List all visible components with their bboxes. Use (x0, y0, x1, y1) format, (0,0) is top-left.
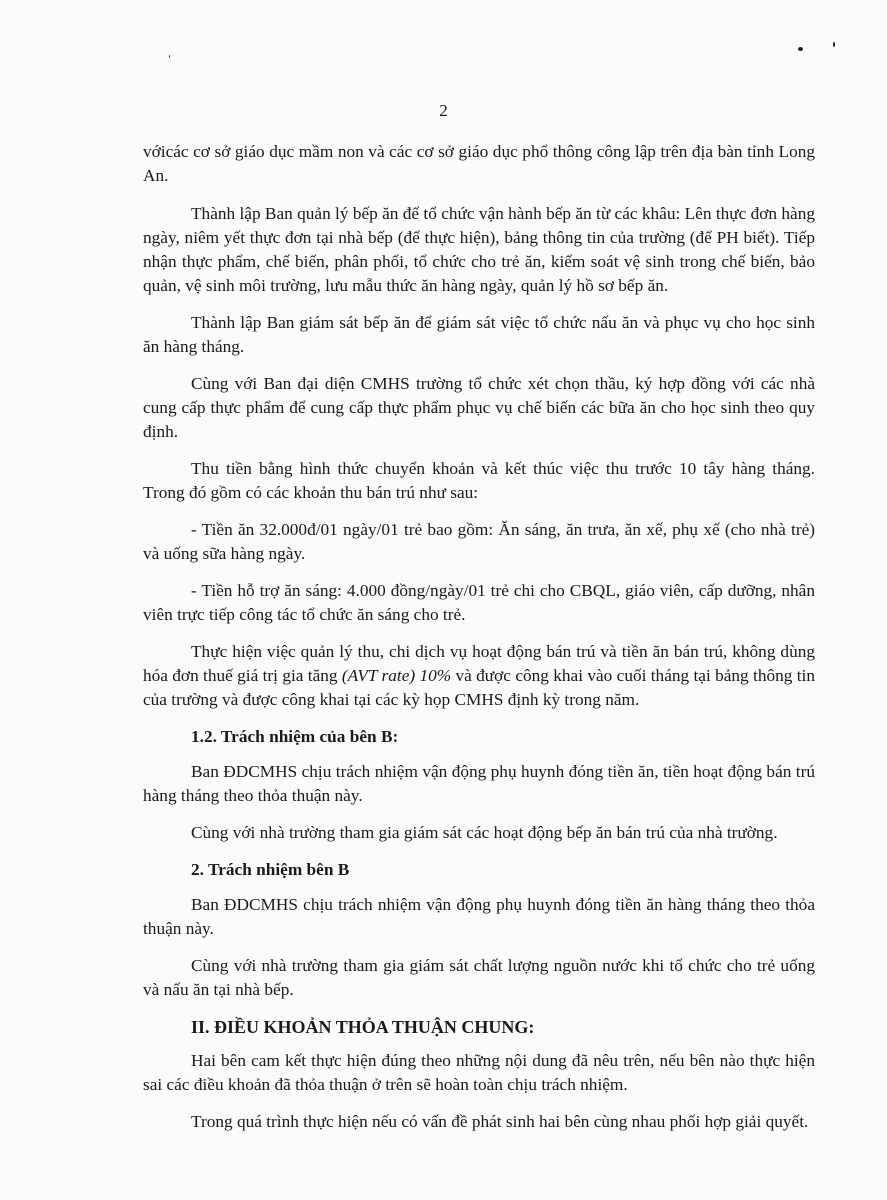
bullet-item: - Tiền ăn 32.000đ/01 ngày/01 trẻ bao gồm: Ăn sáng, ăn trưa, ăn xế, phụ xế (cho nhà trẻ) và uống sữa hàng ngày. (143, 520, 815, 563)
scan-speck (798, 47, 803, 51)
section-heading: 2. Trách nhiệm bên B (191, 860, 350, 879)
paragraph: Ban ĐDCMHS chịu trách nhiệm vận động phụ huynh đóng tiền ăn, tiền hoạt động bán trú hàng tháng theo thỏa thuận này. (143, 762, 815, 805)
paragraph: Hai bên cam kết thực hiện đúng theo những nội dung đã nêu trên, nếu bên nào thực hiện sai các điều khoản đã thỏa thuận ở trên sẽ hoàn toàn chịu trách nhiệm. (143, 1051, 815, 1094)
document-body (143, 140, 815, 1147)
scan-speck (169, 55, 170, 58)
page-number: 2 (439, 101, 448, 120)
paragraph-text: và được công khai vào cuối tháng tại bảng thông tin của trường và được công khai tại các kỳ họp CMHS định kỳ trong năm. (143, 666, 815, 709)
paragraph: Thành lập Ban giám sát bếp ăn để giám sát việc tổ chức nấu ăn và phục vụ cho học sinh ăn hàng tháng. (143, 313, 815, 356)
paragraph: Cùng với nhà trường tham gia giám sát chất lượng nguồn nước khi tổ chức cho trẻ uống và nấu ăn tại nhà bếp. (143, 956, 815, 999)
paragraph: Trong quá trình thực hiện nếu có vấn đề phát sinh hai bên cùng nhau phối hợp giải quyết. (191, 1112, 809, 1131)
vat-rate-text: (AVT rate) 10% (341, 666, 452, 685)
paragraph: Cùng với Ban đại diện CMHS trường tổ chức xét chọn thầu, ký hợp đồng với các nhà cung cấp thực phẩm để cung cấp thực phẩm phục vụ chế biến các bữa ăn cho học sinh theo quy định. (143, 374, 815, 441)
paragraph: Thành lập Ban quản lý bếp ăn để tổ chức vận hành bếp ăn từ các khâu: Lên thực đơn hàng ngày, niêm yết thực đơn tại nhà bếp (để thực hiện), bảng thông tin của trường (để PH biết). Tiếp nhận thực phẩm, chế biến, phân phối, tổ chức cho trẻ ăn, kiểm soát vệ sinh trong chế biến, bảo quản, vệ sinh môi trường, lưu mẫu thức ăn hàng ngày, quản lý hồ sơ bếp ăn. (143, 204, 815, 295)
scan-speck (833, 42, 835, 47)
section-heading: 1.2. Trách nhiệm của bên B: (191, 727, 399, 746)
section-heading: II. ĐIỀU KHOẢN THỎA THUẬN CHUNG: (191, 1017, 535, 1037)
paragraph-text: Thực hiện việc quản lý thu, chi dịch vụ hoạt động bán trú và tiền ăn bán trú, không dùng hóa đơn thuế giá trị gia tăng (143, 642, 815, 685)
paragraph: Thu tiền bằng hình thức chuyển khoản và kết thúc việc thu trước 10 tây hàng tháng. Trong đó gồm có các khoản thu bán trú như sau: (143, 459, 815, 502)
paragraph (143, 640, 815, 712)
paragraph: vớicác cơ sở giáo dục mầm non và các cơ sở giáo dục phổ thông công lập trên địa bàn tỉnh Long An. (143, 142, 815, 185)
bullet-item: - Tiền hỗ trợ ăn sáng: 4.000 đồng/ngày/01 trẻ chi cho CBQL, giáo viên, cấp dưỡng, nhân viên trực tiếp công tác tổ chức ăn sáng cho trẻ. (143, 581, 815, 624)
paragraph: Cùng với nhà trường tham gia giám sát các hoạt động bếp ăn bán trú của nhà trường. (191, 823, 778, 842)
paragraph: Ban ĐDCMHS chịu trách nhiệm vận động phụ huynh đóng tiền ăn hàng tháng theo thỏa thuận này. (143, 895, 815, 938)
